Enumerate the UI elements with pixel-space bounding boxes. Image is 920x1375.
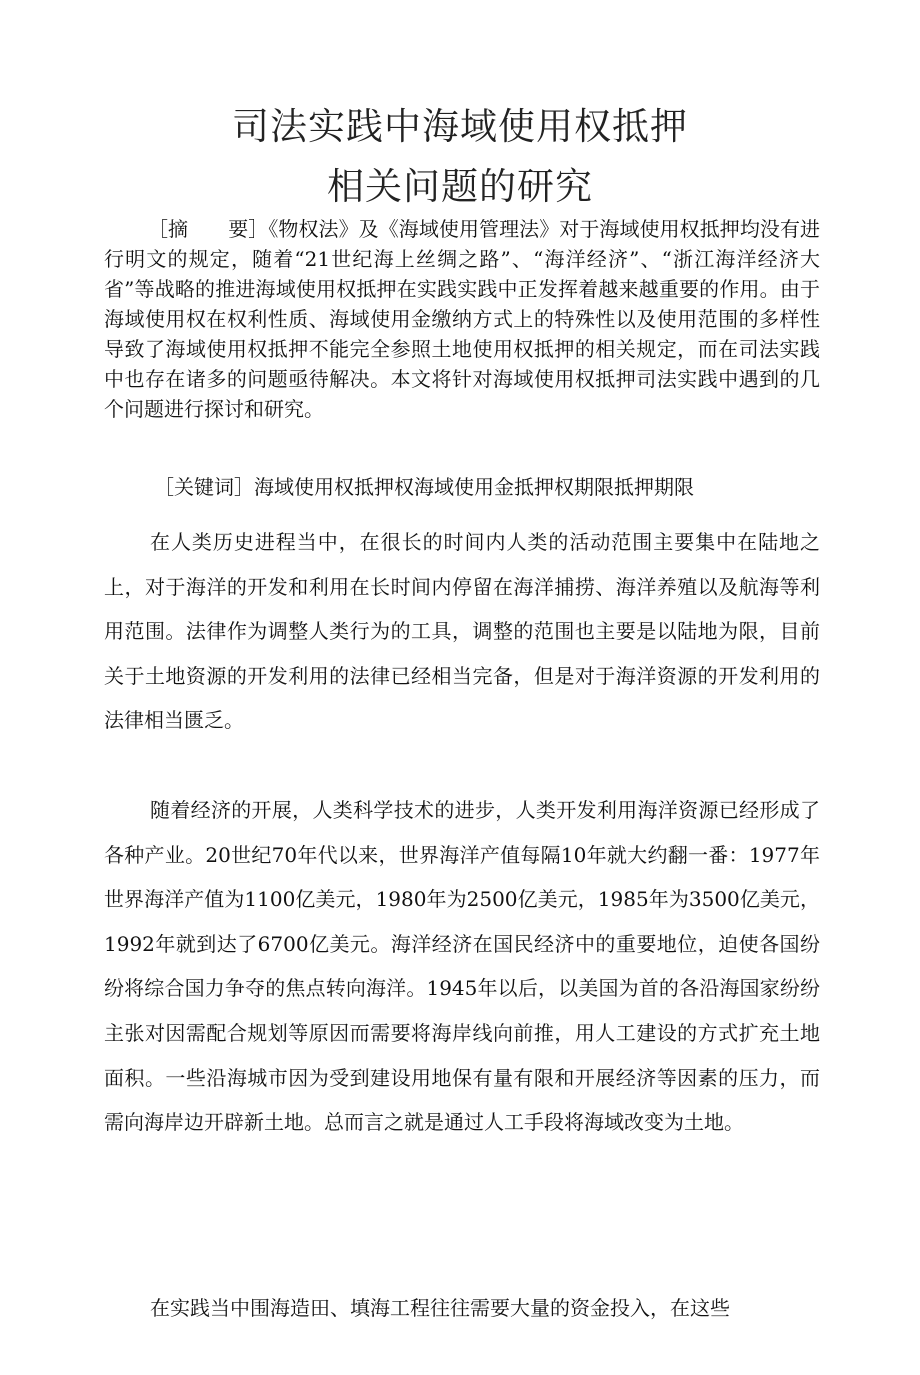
keywords: ［关键词］海域使用权抵押权海域使用金抵押权期限抵押期限: [154, 475, 694, 499]
body-paragraph-1: 在人类历史进程当中，在很长的时间内人类的活动范围主要集中在陆地之上，对于海洋的开发和利用在长时间内停留在海洋捕捞、海洋养殖以及航海等利用范围。法律作为调整人类行为的工具，调整的范围也主要是以陆地为限，目前关于土地资源的开发利用的法律已经相当完备，但是对于海洋资源的开发利用的法律相当匮乏。: [104, 530, 820, 733]
body-paragraph-3: 在实践当中围海造田、填海工程往往需要大量的资金投入，在这些: [150, 1296, 730, 1320]
title-line-1: 司法实践中海域使用权抵押: [232, 105, 688, 148]
body-paragraph-2: 随着经济的开展，人类科学技术的进步，人类开发利用海洋资源已经形成了各种产业。20世纪70年代以来，世界海洋产值每隔10年就大约翻一番：1977年世界海洋产值为1100亿美元，1980年为2500亿美元，1985年为3500亿美元，1992年就到达了6700亿美元。海洋经济在国民经济中的重要地位，迫使各国纷纷将综合国力争夺的焦点转向海洋。1945年以后，以美国为首的各沿海国家纷纷主张对因需配合规划等原因而需要将海岸线向前推，用人工建设的方式扩充土地面积。一些沿海城市因为受到建设用地保有量有限和开展经济等因素的压力，而需向海岸边开辟新土地。总而言之就是通过人工手段将海域改变为土地。: [104, 798, 820, 1135]
abstract: ［摘 要］《物权法》及《海域使用管理法》对于海域使用权抵押均没有进行明文的规定，随着“21世纪海上丝绸之路”、“海洋经济”、“浙江海洋经济大省”等战略的推进海域使用权抵押在实践实践中正发挥着越来越重要的作用。由于海域使用权在权利性质、海域使用金缴纳方式上的特殊性以及使用范围的多样性导致了海域使用权抵押不能完全参照土地使用权抵押的相关规定，而在司法实践中也存在诸多的问题亟待解决。本文将针对海域使用权抵押司法实践中遇到的几个问题进行探讨和研究。: [104, 217, 820, 421]
title-line-2: 相关问题的研究: [327, 165, 593, 208]
